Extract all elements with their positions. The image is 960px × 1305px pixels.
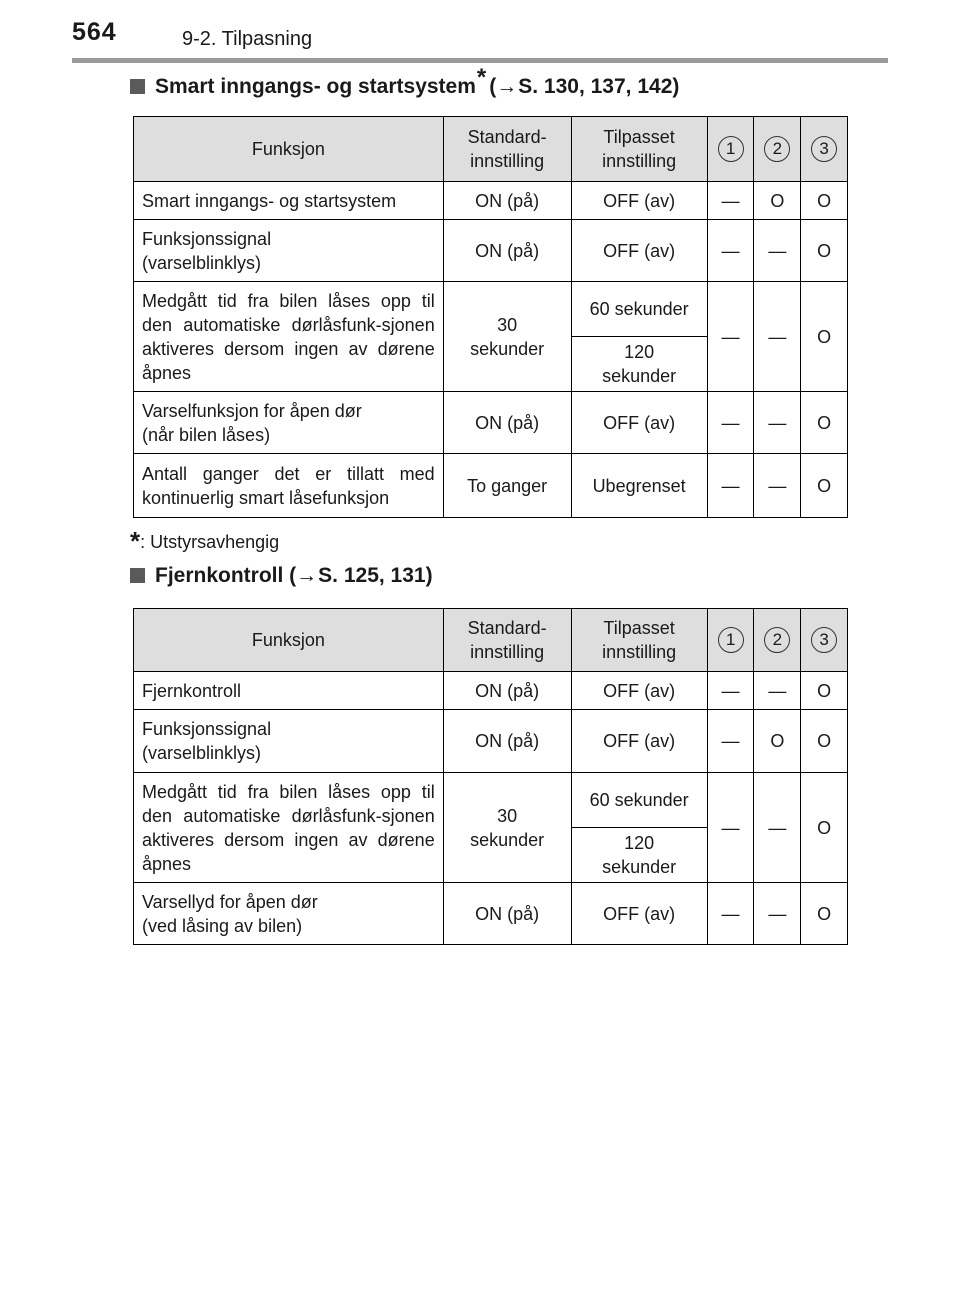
table-row bbox=[134, 392, 848, 454]
cell-function: Varsellyd for åpen dør (ved låsing av bilen) bbox=[134, 883, 444, 945]
cell-col-2: — bbox=[754, 282, 801, 392]
page-number: 564 bbox=[72, 18, 117, 46]
header-standard: Standard- innstilling bbox=[443, 117, 571, 182]
cell-col-2: — bbox=[754, 672, 801, 710]
remote-section-reference: S. 125, 131) bbox=[318, 564, 433, 587]
cell-custom: OFF (av) bbox=[571, 883, 707, 945]
reference-arrow-icon: → bbox=[296, 564, 318, 587]
square-bullet-icon bbox=[130, 568, 145, 583]
cell-col-2: — bbox=[754, 220, 801, 282]
asterisk-marker: * bbox=[476, 64, 487, 91]
cell-standard: ON (på) bbox=[443, 182, 571, 220]
cell-col-3: O bbox=[801, 220, 848, 282]
smart-section-heading bbox=[130, 64, 680, 100]
table-row bbox=[134, 220, 848, 282]
circled-number-2: 2 bbox=[764, 136, 790, 162]
cell-col-1: — bbox=[707, 773, 754, 883]
cell-custom: OFF (av) bbox=[571, 392, 707, 454]
footnote bbox=[130, 524, 279, 555]
cell-function: Antall ganger det er tillatt med kontinuerlig smart låsefunksjon bbox=[134, 454, 444, 518]
header-col-1 bbox=[707, 609, 754, 672]
cell-col-1: — bbox=[707, 454, 754, 518]
cell-col-1: — bbox=[707, 672, 754, 710]
chapter-title: 9-2. Tilpasning bbox=[182, 28, 313, 50]
remote-section-title: Fjernkontroll ( bbox=[155, 564, 297, 587]
cell-function: Medgått tid fra bilen låses opp til den automatiske dørlåsfunk-sjonen aktiveres dersom ingen av dørene åpnes bbox=[134, 282, 444, 392]
circled-number-2: 2 bbox=[764, 627, 790, 653]
cell-custom: Ubegrenset bbox=[571, 454, 707, 518]
cell-custom: OFF (av) bbox=[571, 710, 707, 773]
cell-standard: ON (på) bbox=[443, 392, 571, 454]
smart-section-reference: S. 130, 137, 142) bbox=[518, 75, 680, 98]
cell-custom: OFF (av) bbox=[571, 182, 707, 220]
cell-standard: ON (på) bbox=[443, 883, 571, 945]
cell-col-3: O bbox=[801, 883, 848, 945]
cell-function: Varselfunksjon for åpen dør (når bilen låses) bbox=[134, 392, 444, 454]
remote-section-heading bbox=[130, 564, 433, 588]
header-col-3 bbox=[801, 117, 848, 182]
cell-function: Fjernkontroll bbox=[134, 672, 444, 710]
cell-standard: ON (på) bbox=[443, 220, 571, 282]
table-header-row bbox=[134, 609, 848, 672]
cell-standard: 30 sekunder bbox=[443, 773, 571, 883]
header-standard: Standard- innstilling bbox=[443, 609, 571, 672]
cell-standard: 30 sekunder bbox=[443, 282, 571, 392]
circled-number-3: 3 bbox=[811, 627, 837, 653]
header-col-2 bbox=[754, 117, 801, 182]
cell-col-1: — bbox=[707, 392, 754, 454]
circled-number-3: 3 bbox=[811, 136, 837, 162]
cell-col-1: — bbox=[707, 220, 754, 282]
cell-function: Medgått tid fra bilen låses opp til den automatiske dørlåsfunk-sjonen aktiveres dersom ingen av dørene åpnes bbox=[134, 773, 444, 883]
cell-col-1: — bbox=[707, 710, 754, 773]
cell-col-1: — bbox=[707, 282, 754, 392]
header-custom: Tilpasset innstilling bbox=[571, 117, 707, 182]
cell-col-2: — bbox=[754, 454, 801, 518]
cell-col-2: O bbox=[754, 182, 801, 220]
table-row bbox=[134, 282, 848, 337]
table-row bbox=[134, 182, 848, 220]
cell-standard: ON (på) bbox=[443, 672, 571, 710]
smart-settings-table bbox=[133, 116, 848, 518]
cell-col-3: O bbox=[801, 182, 848, 220]
circled-number-1: 1 bbox=[718, 136, 744, 162]
header-divider bbox=[72, 58, 888, 63]
cell-col-3: O bbox=[801, 454, 848, 518]
header-function: Funksjon bbox=[134, 609, 444, 672]
reference-arrow-icon: → bbox=[496, 75, 518, 98]
cell-col-3: O bbox=[801, 392, 848, 454]
table-header-row bbox=[134, 117, 848, 182]
cell-custom-option-b: 120 sekunder bbox=[571, 337, 707, 392]
cell-col-1: — bbox=[707, 182, 754, 220]
smart-section-title: Smart inngangs- og startsystem bbox=[155, 75, 476, 98]
cell-function: Funksjonssignal (varselblinklys) bbox=[134, 710, 444, 773]
table-row bbox=[134, 672, 848, 710]
table-row bbox=[134, 773, 848, 828]
header-col-1 bbox=[707, 117, 754, 182]
open-paren: ( bbox=[489, 75, 497, 98]
header-col-3 bbox=[801, 609, 848, 672]
cell-function: Funksjonssignal (varselblinklys) bbox=[134, 220, 444, 282]
cell-col-2: — bbox=[754, 392, 801, 454]
circled-number-1: 1 bbox=[718, 627, 744, 653]
footnote-text: : Utstyrsavhengig bbox=[140, 532, 280, 552]
cell-col-3: O bbox=[801, 672, 848, 710]
remote-settings-table bbox=[133, 608, 848, 945]
cell-custom-option-b: 120 sekunder bbox=[571, 828, 707, 883]
cell-col-3: O bbox=[801, 710, 848, 773]
header-function: Funksjon bbox=[134, 117, 444, 182]
header-col-2 bbox=[754, 609, 801, 672]
table-row bbox=[134, 710, 848, 773]
table-row bbox=[134, 883, 848, 945]
header-custom: Tilpasset innstilling bbox=[571, 609, 707, 672]
cell-col-2: — bbox=[754, 883, 801, 945]
cell-standard: To ganger bbox=[443, 454, 571, 518]
footnote-asterisk: * bbox=[130, 526, 141, 556]
cell-function: Smart inngangs- og startsystem bbox=[134, 182, 444, 220]
cell-col-3: O bbox=[801, 773, 848, 883]
square-bullet-icon bbox=[130, 79, 145, 94]
cell-col-2: O bbox=[754, 710, 801, 773]
cell-col-1: — bbox=[707, 883, 754, 945]
cell-col-2: — bbox=[754, 773, 801, 883]
cell-custom: OFF (av) bbox=[571, 220, 707, 282]
cell-custom-option-a: 60 sekunder bbox=[571, 282, 707, 337]
cell-standard: ON (på) bbox=[443, 710, 571, 773]
cell-col-3: O bbox=[801, 282, 848, 392]
table-row bbox=[134, 454, 848, 518]
cell-custom: OFF (av) bbox=[571, 672, 707, 710]
cell-custom-option-a: 60 sekunder bbox=[571, 773, 707, 828]
